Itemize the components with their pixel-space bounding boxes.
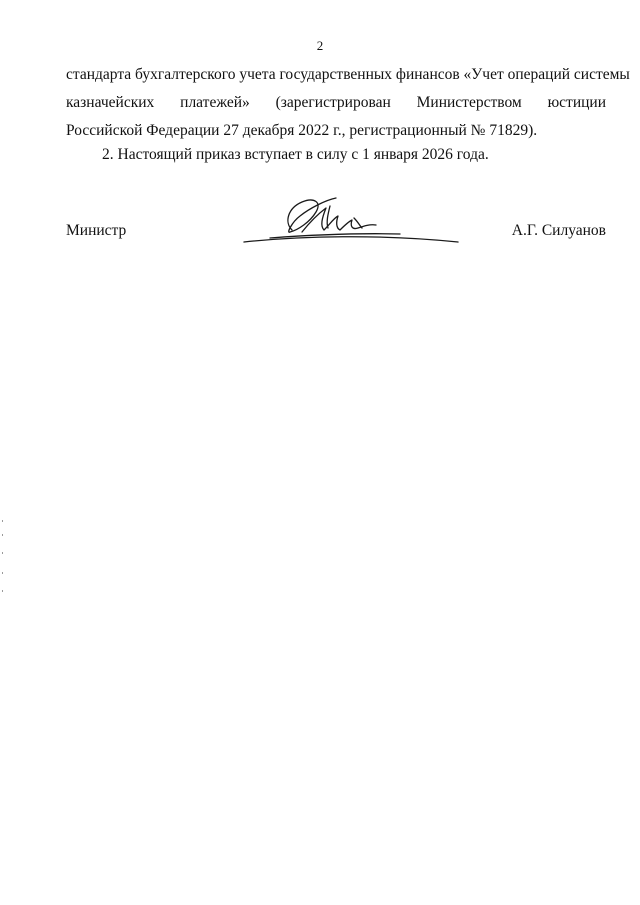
paragraph-1-line-3: Российской Федерации 27 декабря 2022 г., регистрационный № 71829). [66, 122, 538, 139]
signatory-name: А.Г. Силуанов [511, 222, 606, 239]
scan-margin-marks [1, 520, 4, 600]
page-number: 2 [316, 38, 324, 53]
paragraph-1-line-1: стандарта бухгалтерского учета государственных финансов «Учет операций системы [66, 66, 630, 83]
signature-block [66, 218, 606, 258]
paragraph-2: 2. Настоящий приказ вступает в силу с 1 января 2026 года. [102, 146, 489, 163]
paragraph-1 [66, 61, 630, 145]
signatory-title: Министр [66, 222, 127, 239]
paragraph-1-line-2: казначейских платежей» (зарегистрирован Министерством юстиции [66, 94, 606, 111]
